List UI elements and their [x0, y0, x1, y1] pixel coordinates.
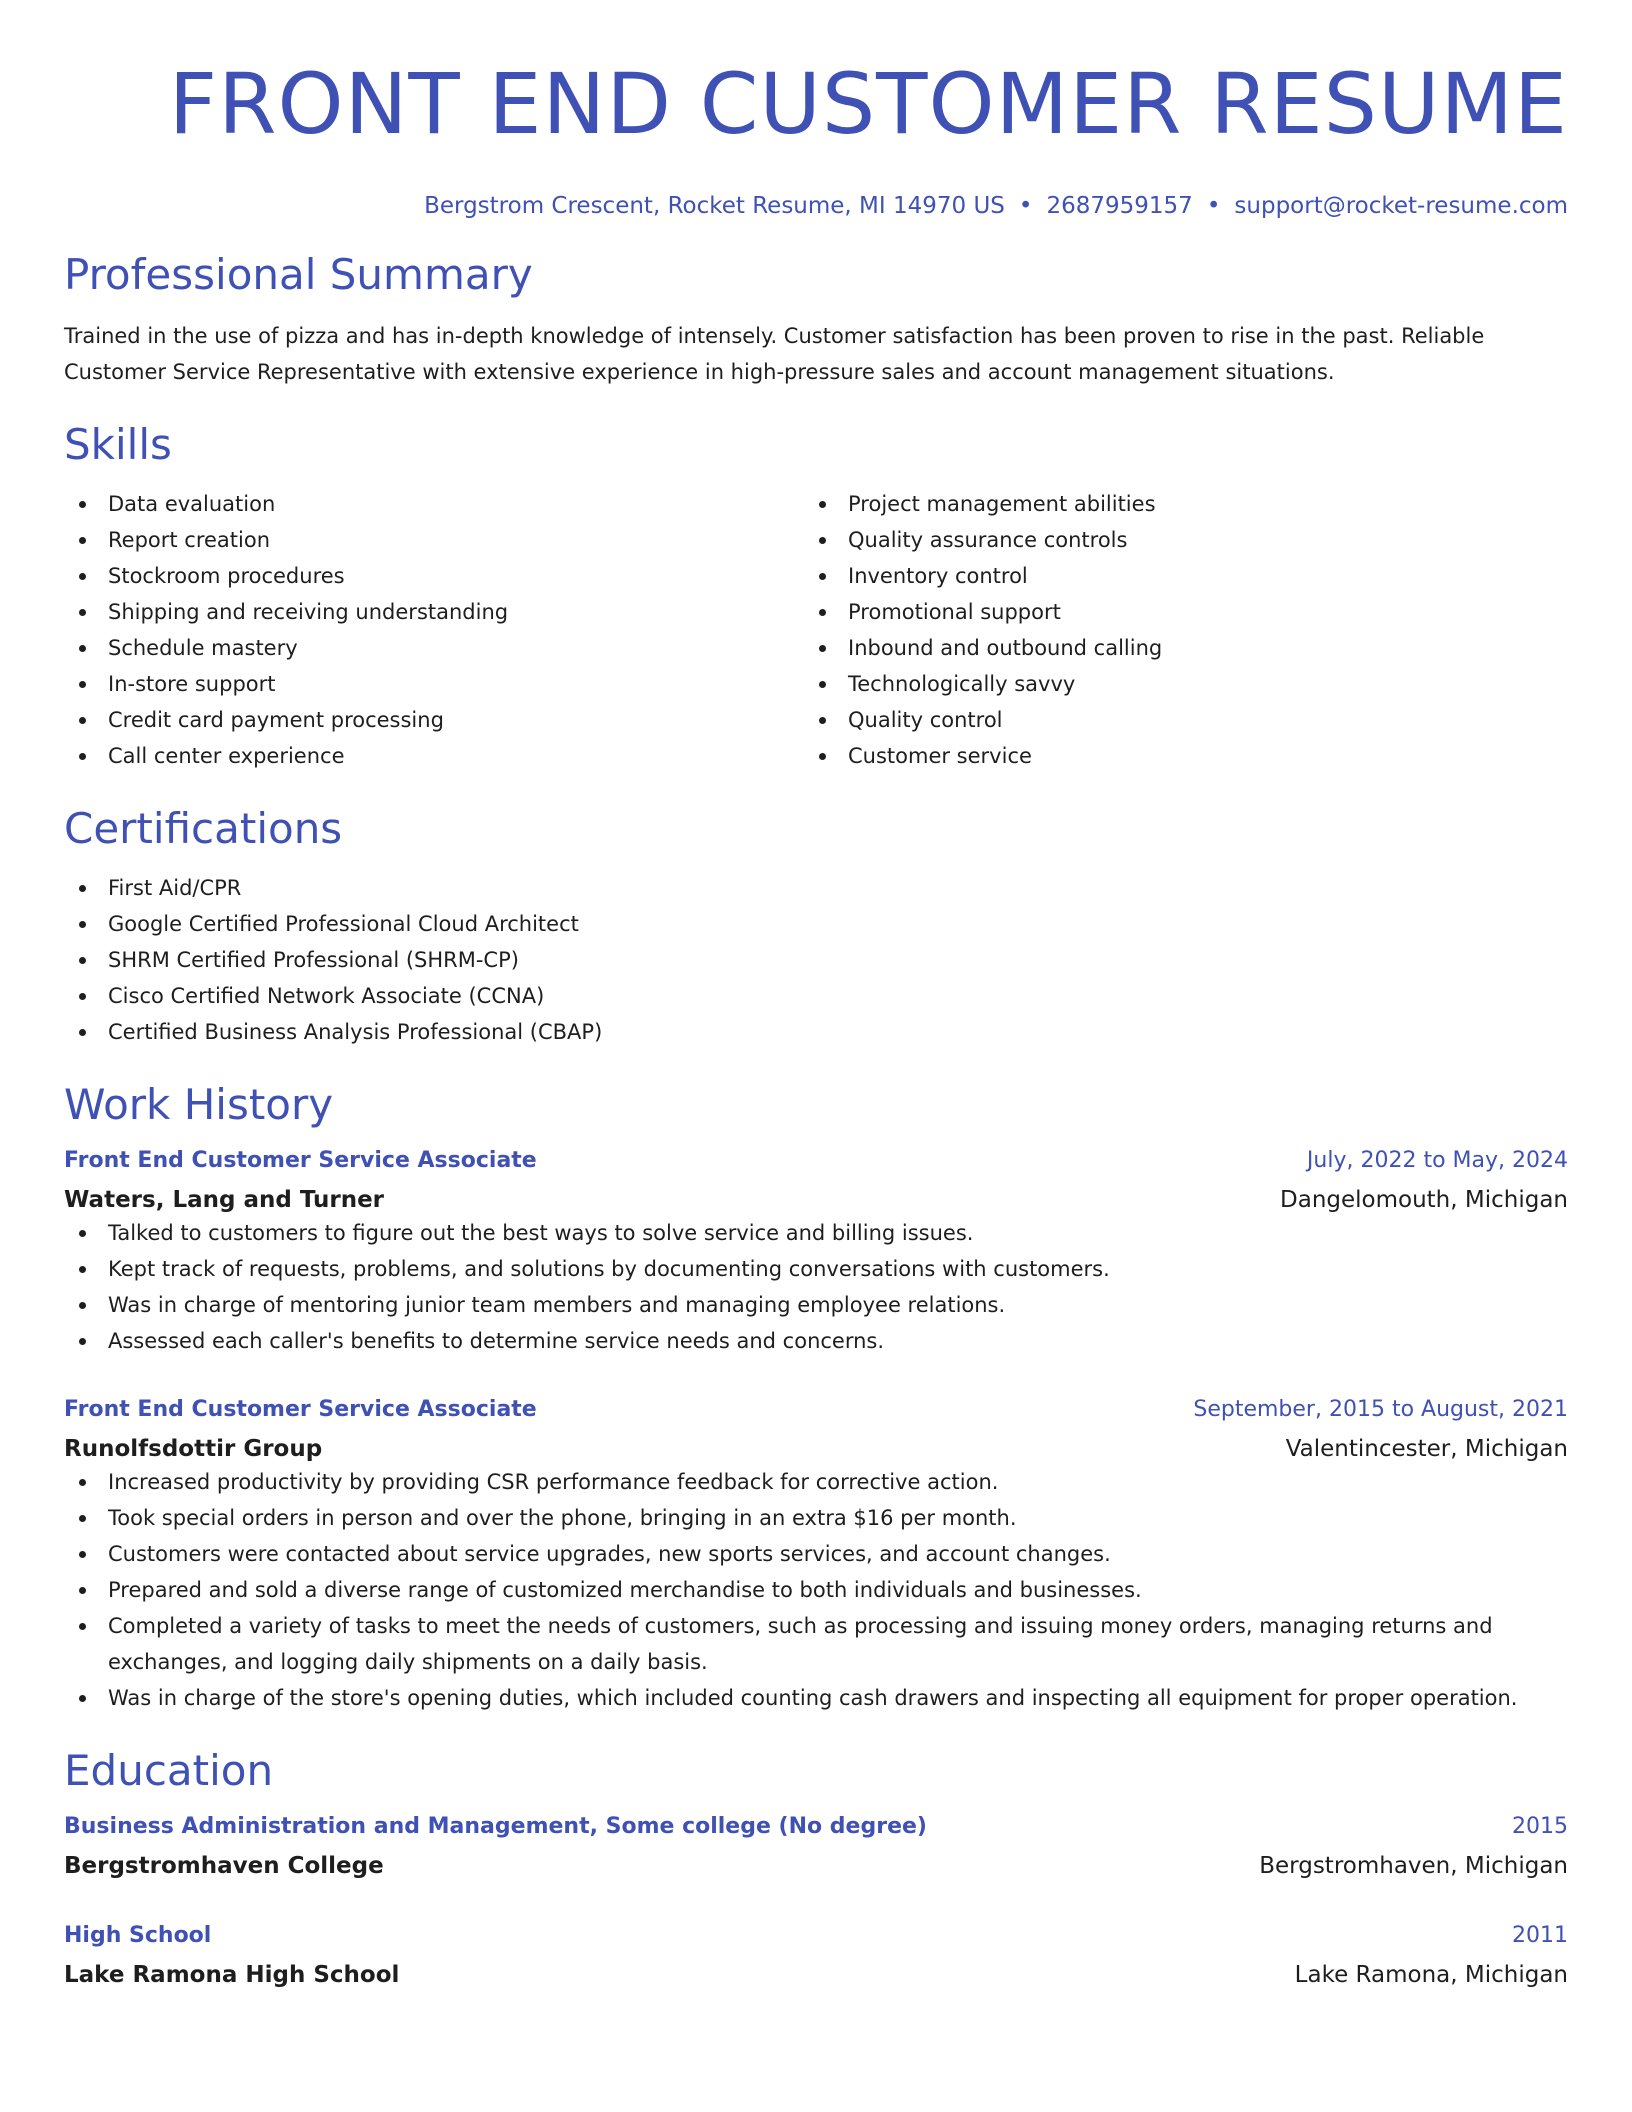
skill-item: Technologically savvy — [804, 666, 1544, 702]
skill-item: Inventory control — [804, 558, 1544, 594]
skill-item: Quality assurance controls — [804, 522, 1544, 558]
skills-list-right — [804, 486, 1544, 774]
job-entry — [64, 1395, 1568, 1716]
education-entry — [64, 1812, 1568, 1881]
contact-address: Bergstrom Crescent, Rocket Resume, MI 14970 US — [424, 193, 1005, 219]
resume-name: FRONT END CUSTOMER RESUME — [168, 55, 1568, 153]
job-header-row — [64, 1395, 1568, 1425]
job-bullet: Was in charge of mentoring junior team members and managing employee relations. — [64, 1287, 1568, 1323]
education-location: Lake Ramona, Michigan — [1294, 1962, 1568, 1988]
job-bullets — [64, 1215, 1568, 1359]
education-year: 2015 — [1512, 1814, 1568, 1839]
education-header-row — [64, 1812, 1568, 1842]
education-header-row — [64, 1921, 1568, 1951]
job-company: Waters, Lang and Turner — [64, 1187, 385, 1213]
education-degree: High School — [64, 1923, 212, 1948]
job-bullet: Took special orders in person and over the phone, bringing in an extra $16 per month. — [64, 1500, 1518, 1536]
contact-phone: 2687959157 — [1046, 193, 1193, 219]
job-bullet: Prepared and sold a diverse range of customized merchandise to both individuals and businesses. — [64, 1572, 1518, 1608]
section-title-certifications: Certifications — [64, 804, 343, 853]
education-year: 2011 — [1512, 1923, 1568, 1948]
skills-section — [64, 418, 1568, 774]
contact-separator: • — [1018, 193, 1033, 219]
contact-line — [64, 192, 1568, 220]
skill-item: Quality control — [804, 702, 1544, 738]
certification-item: SHRM Certified Professional (SHRM-CP) — [64, 942, 1568, 978]
job-bullet: Talked to customers to figure out the best ways to solve service and billing issues. — [64, 1215, 1568, 1251]
skill-item: Schedule mastery — [64, 630, 804, 666]
job-title: Front End Customer Service Associate — [64, 1397, 537, 1422]
education-school-row — [64, 1960, 1568, 1990]
education-location: Bergstromhaven, Michigan — [1259, 1853, 1568, 1879]
education-school: Bergstromhaven College — [64, 1853, 384, 1879]
section-title-work-history: Work History — [64, 1080, 334, 1129]
skill-item: In-store support — [64, 666, 804, 702]
skill-item: Inbound and outbound calling — [804, 630, 1544, 666]
certification-item: Cisco Certified Network Associate (CCNA) — [64, 978, 1568, 1014]
contact-separator: • — [1206, 193, 1221, 219]
certification-item: Google Certified Professional Cloud Architect — [64, 906, 1568, 942]
work-history-section — [64, 1078, 1568, 1716]
education-school: Lake Ramona High School — [64, 1962, 400, 1988]
section-title-education: Education — [64, 1746, 274, 1795]
job-header-row — [64, 1146, 1568, 1176]
job-company-row — [64, 1185, 1568, 1215]
job-location: Dangelomouth, Michigan — [1280, 1187, 1568, 1213]
job-company-row — [64, 1434, 1568, 1464]
job-bullet: Assessed each caller's benefits to determine service needs and concerns. — [64, 1323, 1568, 1359]
skill-item: Report creation — [64, 522, 804, 558]
job-bullet: Customers were contacted about service upgrades, new sports services, and account changes. — [64, 1536, 1518, 1572]
job-bullet: Was in charge of the store's opening duties, which included counting cash drawers and inspecting all equipment for proper operation. — [64, 1680, 1518, 1716]
section-title-summary: Professional Summary — [64, 250, 533, 299]
certification-item: Certified Business Analysis Professional (CBAP) — [64, 1014, 1568, 1050]
summary-text: Trained in the use of pizza and has in-depth knowledge of intensely. Customer satisfaction has been proven to rise in the past. Reliable Customer Service Representative with extensive experience in high-pressure sales and account management situations. — [64, 324, 1485, 384]
skill-item: Credit card payment processing — [64, 702, 804, 738]
resume-header — [64, 50, 1568, 220]
certifications-section — [64, 802, 1568, 1050]
job-dates: September, 2015 to August, 2021 — [1193, 1397, 1568, 1422]
skill-item: Stockroom procedures — [64, 558, 804, 594]
contact-email[interactable]: support@rocket-resume.com — [1234, 193, 1568, 219]
job-title: Front End Customer Service Associate — [64, 1148, 537, 1173]
skill-item: Promotional support — [804, 594, 1544, 630]
education-degree: Business Administration and Management, Some college (No degree) — [64, 1814, 927, 1839]
job-bullet: Completed a variety of tasks to meet the needs of customers, such as processing and issuing money orders, managing returns and exchanges, and logging daily shipments on a daily basis. — [64, 1608, 1518, 1680]
skill-item: Data evaluation — [64, 486, 804, 522]
job-location: Valentincester, Michigan — [1285, 1436, 1568, 1462]
section-title-skills: Skills — [64, 420, 172, 469]
skills-columns — [64, 486, 1568, 774]
job-company: Runolfsdottir Group — [64, 1436, 323, 1462]
summary-section — [64, 248, 1568, 390]
education-school-row — [64, 1851, 1568, 1881]
skill-item: Customer service — [804, 738, 1544, 774]
skill-item: Project management abilities — [804, 486, 1544, 522]
job-bullets — [64, 1464, 1568, 1716]
certifications-list — [64, 870, 1568, 1050]
job-entry — [64, 1146, 1568, 1359]
certification-item: First Aid/CPR — [64, 870, 1568, 906]
education-section — [64, 1744, 1568, 1990]
skill-item: Call center experience — [64, 738, 804, 774]
job-bullet: Kept track of requests, problems, and solutions by documenting conversations with customers. — [64, 1251, 1568, 1287]
job-dates: July, 2022 to May, 2024 — [1306, 1148, 1568, 1173]
job-bullet: Increased productivity by providing CSR performance feedback for corrective action. — [64, 1464, 1518, 1500]
skill-item: Shipping and receiving understanding — [64, 594, 804, 630]
education-entry — [64, 1921, 1568, 1990]
skills-list-left — [64, 486, 804, 774]
